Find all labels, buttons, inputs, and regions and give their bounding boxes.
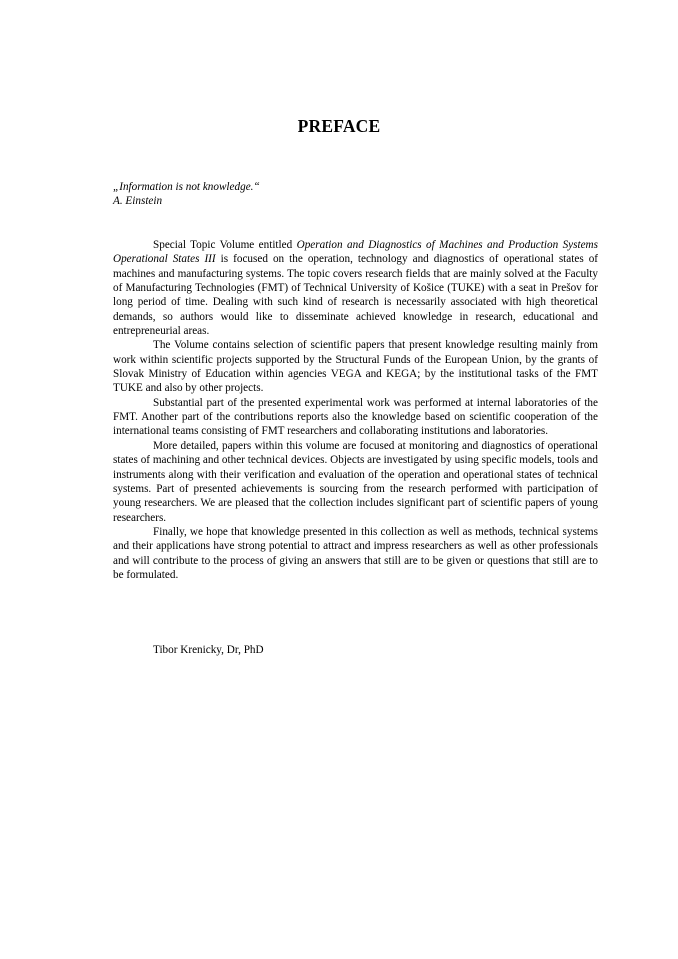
epigraph xyxy=(113,180,260,208)
paragraph-4: More detailed, papers within this volume are focused at monitoring and diagnostics of operational states of machining and other technical devices. Objects are investigated by using specific models, tools and instruments along with their verification and evaluation of the operation and operational states of technical systems. Part of presented achievements is sourcing from the research performed with participation of young researchers. We are pleased that the collection includes significant part of scientific papers of young researchers. xyxy=(113,439,598,524)
author-signature: Tibor Krenicky, Dr, PhD xyxy=(153,644,264,656)
paragraph-5: Finally, we hope that knowledge presented in this collection as well as methods, technical systems and their applications have strong potential to attract and impress researchers as well as other professionals and will contribute to the process of giving an answers that still are to be given or questions that still are to be formulated. xyxy=(113,525,598,581)
volume-title: Operation and Diagnostics of Machines and Production Systems Operational States III xyxy=(113,239,598,266)
paragraph-3: Substantial part of the presented experimental work was performed at internal laboratories of the FMT. Another part of the contributions reports also the knowledge based on scientific cooperation of the international teams consisting of FMT researchers and collaborating institutions and laboratories. xyxy=(113,396,598,438)
page-title: PREFACE xyxy=(297,116,381,136)
preface-body xyxy=(113,238,598,582)
epigraph-quote: „Information is not knowledge.“ xyxy=(113,181,260,193)
epigraph-author: A. Einstein xyxy=(113,195,163,207)
paragraph-1-intro: Special Topic Volume entitled xyxy=(153,239,297,251)
paragraph-1 xyxy=(113,238,598,338)
paragraph-2: The Volume contains selection of scientific papers that present knowledge resulting mainly from work within scientific projects supported by the Structural Funds of the European Union, by the grants of Slovak Ministry of Education within agencies VEGA and KEGA; by the institutional tasks of the FMT TUKE and also by other projects. xyxy=(113,339,598,395)
paragraph-1-rest: is focused on the operation, technology and diagnostics of operational states of machines and manufacturing systems. The topic covers research fields that are mainly solved at the Faculty of Manufacturing Technologies (FMT) of Technical University of Košice (TUKE) with a seat in Prešov for long period of time. Dealing with such kind of research is necessarily associated with high theoretical demands, so authors would like to disseminate achieved knowledge in research, educational and entrepreneurial areas. xyxy=(113,253,599,338)
